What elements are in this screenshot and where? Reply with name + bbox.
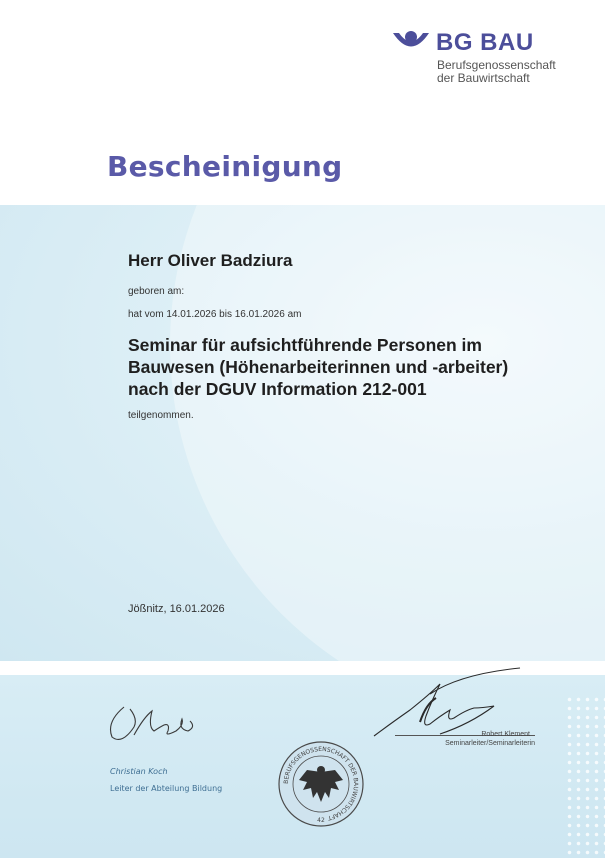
signer-left-role: Leiter der Abteilung Bildung bbox=[110, 784, 223, 793]
background-arc bbox=[170, 205, 605, 661]
logo-title: BG BAU bbox=[436, 29, 534, 56]
recipient-name: Herr Oliver Badziura bbox=[128, 251, 293, 270]
participated-text: teilgenommen. bbox=[128, 410, 194, 421]
bg-bau-logo-icon bbox=[392, 30, 430, 58]
signer-right-name: Robert Klement bbox=[481, 731, 530, 738]
born-label: geboren am: bbox=[128, 286, 185, 297]
signature-right bbox=[370, 664, 530, 740]
seal-text: BERUFSGENOSSENSCHAFT DER BAUWIRTSCHAFT bbox=[282, 745, 360, 822]
seminar-title-line2: Bauwesen (Höhenarbeiterinnen und -arbeiter) bbox=[128, 357, 509, 377]
signature-left bbox=[104, 697, 204, 747]
seminar-title bbox=[128, 334, 558, 400]
document-title: Bescheinigung bbox=[107, 150, 343, 183]
logo-subtitle-line2: der Bauwirtschaft bbox=[437, 71, 530, 85]
bg-bau-logo bbox=[392, 28, 572, 98]
content-band bbox=[0, 205, 605, 661]
seminar-title-line3: nach der DGUV Information 212-001 bbox=[128, 379, 427, 399]
logo-subtitle-line1: Berufsgenossenschaft bbox=[437, 58, 556, 72]
official-seal bbox=[277, 740, 365, 828]
seminar-title-line1: Seminar für aufsichtführende Personen im bbox=[128, 335, 482, 355]
signer-left-name: Christian Koch bbox=[110, 767, 168, 776]
logo-subtitle bbox=[437, 59, 556, 85]
seal-number: 42 bbox=[317, 817, 325, 824]
period-text: hat vom 14.01.2026 bis 16.01.2026 am bbox=[128, 309, 302, 320]
place-date: Jößnitz, 16.01.2026 bbox=[128, 603, 225, 615]
dot-pattern bbox=[565, 695, 605, 855]
signer-right-role: Seminarleiter/Seminarleiterin bbox=[445, 740, 535, 747]
